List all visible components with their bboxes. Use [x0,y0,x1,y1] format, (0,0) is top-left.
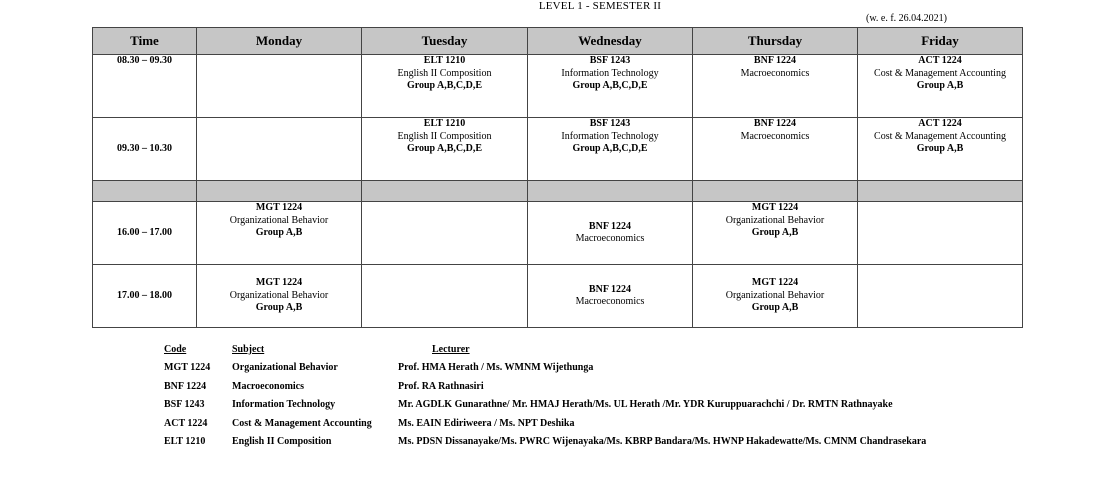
class-cell-tuesday [362,55,528,118]
table-row [93,202,1023,265]
class-cell-monday [197,118,362,181]
table-row [93,55,1023,118]
course-code: MGT 1224 [751,202,799,213]
course-name: Macroeconomics [740,130,810,142]
header-tuesday: Tuesday [362,28,528,55]
legend-lecturer: Ms. EAIN Ediriweera / Ms. NPT Deshika [398,417,575,429]
class-cell-friday [858,118,1023,181]
legend-code: BNF 1224 [164,380,207,392]
legend-row [164,433,926,452]
class-cell-wednesday [528,202,693,265]
header-wednesday: Wednesday [528,28,693,55]
course-group: Group A,B [751,227,799,238]
class-cell-thursday [693,202,858,265]
header-friday: Friday [858,28,1023,55]
legend-code: BSF 1243 [164,399,205,411]
table-row [93,265,1023,328]
legend-lecturer: Prof. RA Rathnasiri [398,380,484,392]
course-code: ACT 1224 [918,118,962,129]
course-name: Cost & Management Accounting [874,67,1006,79]
legend-row [164,359,926,378]
course-code: BSF 1243 [589,118,631,129]
effective-date: (w. e. f. 26.04.2021) [866,13,948,24]
course-name: Macroeconomics [575,233,645,244]
course-name: Macroeconomics [740,67,810,79]
legend-header-subject: Subject [232,343,265,355]
class-cell-tuesday [362,202,528,265]
course-name: Cost & Management Accounting [874,130,1006,142]
course-name: Organizational Behavior [229,214,329,226]
break-cell [858,181,1023,202]
legend-subject: Information Technology [232,399,336,411]
time-cell: 08.30 – 09.30 [93,55,197,118]
legend-row [164,396,926,415]
class-cell-monday [197,55,362,118]
legend-subject: English II Composition [232,436,332,448]
header-time: Time [93,28,197,55]
course-group: Group A,B [751,302,799,314]
timetable [92,27,1023,328]
legend-header-row [164,340,926,359]
class-cell-wednesday [528,55,693,118]
time-cell: 09.30 – 10.30 [93,118,197,181]
class-cell-wednesday [528,265,693,328]
course-name: Information Technology [561,130,659,142]
course-code: MGT 1224 [255,202,303,213]
break-cell [693,181,858,202]
class-cell-monday [197,202,362,265]
course-name: Organizational Behavior [725,214,825,226]
course-name: Organizational Behavior [725,289,825,301]
header-monday: Monday [197,28,362,55]
course-group: Group A,B,C,D,E [572,143,648,154]
header-thursday: Thursday [693,28,858,55]
course-name: Organizational Behavior [229,289,329,301]
legend-lecturer: Prof. HMA Herath / Ms. WMNM Wijethunga [398,362,594,374]
break-cell [528,181,693,202]
legend-code: ACT 1224 [164,417,208,429]
class-cell-friday [858,265,1023,328]
course-code: ACT 1224 [918,55,962,66]
course-code: BNF 1224 [588,283,632,295]
course-group: Group A,B,C,D,E [572,80,648,91]
time-cell: 16.00 – 17.00 [93,202,197,265]
course-code: BSF 1243 [589,55,631,66]
course-name: Macroeconomics [575,296,645,307]
table-row [93,118,1023,181]
course-code: ELT 1210 [423,55,466,66]
timetable-header-row [93,28,1023,55]
course-group: Group A,B [255,227,303,238]
course-group: Group A,B [916,80,964,91]
legend-header-code: Code [164,343,187,355]
break-cell [362,181,528,202]
break-row [93,181,1023,202]
course-name: Information Technology [561,67,659,79]
class-cell-friday [858,202,1023,265]
page-title: LEVEL 1 - SEMESTER II [538,0,662,12]
course-code: BNF 1224 [753,118,797,129]
course-code: BNF 1224 [753,55,797,66]
legend-row [164,377,926,396]
course-code: ELT 1210 [423,118,466,129]
break-cell [197,181,362,202]
class-cell-wednesday [528,118,693,181]
legend-code: ELT 1210 [164,436,206,448]
class-cell-monday [197,265,362,328]
course-group: Group A,B [916,143,964,154]
course-name: English II Composition [397,67,492,79]
course-group: Group A,B,C,D,E [406,143,483,154]
class-cell-tuesday [362,118,528,181]
break-cell [93,181,197,202]
course-code: MGT 1224 [255,277,303,289]
legend-lecturer: Ms. PDSN Dissanayake/Ms. PWRC Wijenayaka/Ms. KBRP Bandara/Ms. HWNP Hakadewatte/Ms. CMNM Chandrasekara [398,436,927,448]
class-cell-tuesday [362,265,528,328]
legend-subject: Organizational Behavior [232,362,338,374]
class-cell-thursday [693,55,858,118]
course-legend [164,340,926,451]
legend-subject: Cost & Management Accounting [232,417,372,429]
course-group: Group A,B [255,302,303,314]
class-cell-thursday [693,118,858,181]
legend-header-lecturer: Lecturer [432,343,470,355]
course-code: MGT 1224 [751,277,799,289]
legend-subject: Macroeconomics [232,380,305,392]
class-cell-friday [858,55,1023,118]
legend-row [164,414,926,433]
course-group: Group A,B,C,D,E [406,80,483,91]
course-code: BNF 1224 [588,220,632,232]
course-name: English II Composition [397,130,492,142]
class-cell-thursday [693,265,858,328]
legend-lecturer: Mr. AGDLK Gunarathne/ Mr. HMAJ Herath/Ms. UL Herath /Mr. YDR Kuruppuarachchi / Dr. RMTN Rathnayake [398,399,893,411]
legend-code: MGT 1224 [164,362,211,374]
time-cell: 17.00 – 18.00 [93,265,197,328]
